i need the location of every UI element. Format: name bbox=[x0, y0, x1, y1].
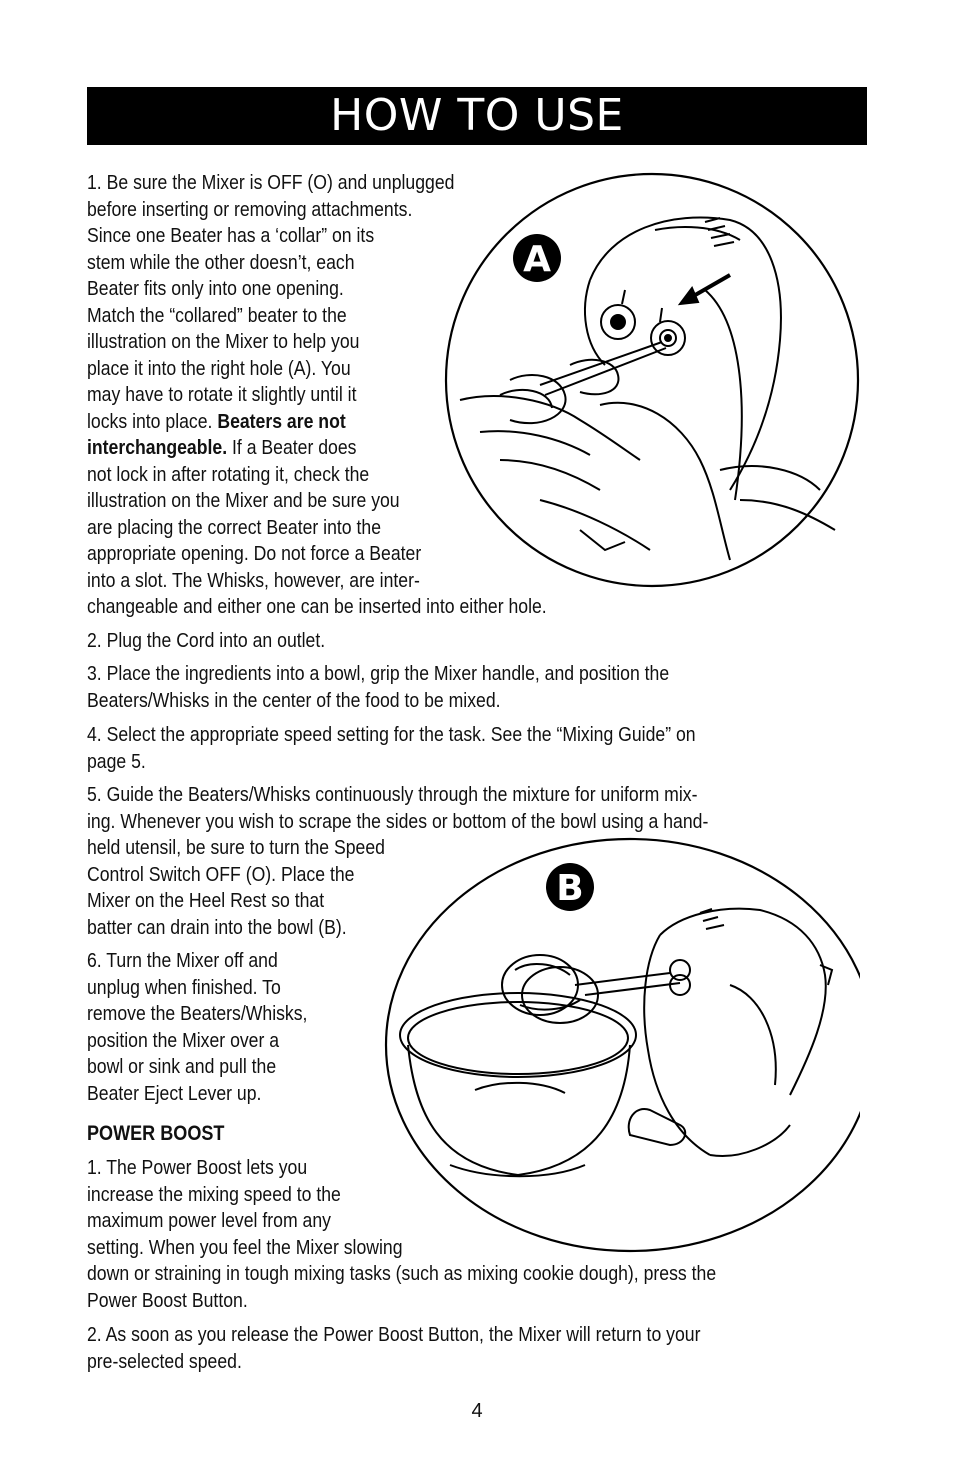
step-5-line: held utensil, be sure to turn the Speed bbox=[87, 836, 385, 859]
power-boost-line: down or straining in tough mixing tasks (such as mixing cookie dough), press the bbox=[87, 1262, 717, 1285]
step-4-line: 4. Select the appropriate speed setting for the task. See the “Mixing Guide” on bbox=[87, 723, 696, 746]
step-1-line: before inserting or removing attachments. bbox=[87, 197, 413, 221]
step-5-line: batter can drain into the bowl (B). bbox=[87, 915, 347, 939]
step-5-line: ing. Whenever you wish to scrape the sides or bottom of the bowl using a hand- bbox=[87, 809, 709, 833]
step-1-line: changeable and either one can be inserted into either hole. bbox=[87, 595, 547, 618]
step-1-line: may have to rotate it slightly until it bbox=[87, 383, 357, 406]
step-1-line: not lock in after rotating it, check the bbox=[87, 462, 370, 486]
step-1-line: Match the “collared” beater to the bbox=[87, 303, 347, 327]
step-6-line: remove the Beaters/Whisks, bbox=[87, 1002, 308, 1025]
page-number: 4 bbox=[471, 1400, 483, 1422]
step-1-line: Beater fits only into one opening. bbox=[87, 277, 344, 300]
figure-b-label: B bbox=[556, 868, 584, 909]
step-3-line: 3. Place the ingredients into a bowl, grip the Mixer handle, and position the bbox=[87, 662, 670, 685]
step-6 bbox=[87, 948, 307, 1107]
step-6-line: 6. Turn the Mixer off and bbox=[87, 949, 278, 972]
step-1-line: Since one Beater has a ‘collar” on its bbox=[87, 224, 375, 247]
power-boost-item-2 bbox=[87, 1322, 700, 1375]
warning-text: interchangeable. bbox=[87, 436, 228, 459]
step-6-line: Beater Eject Lever up. bbox=[87, 1081, 262, 1105]
figure-a-label: A bbox=[523, 239, 551, 280]
page-title: HOW TO USE bbox=[87, 87, 867, 145]
figure-b-illustration bbox=[380, 835, 860, 1255]
power-boost-line: pre-selected speed. bbox=[87, 1349, 242, 1373]
power-boost-line: Power Boost Button. bbox=[87, 1288, 248, 1312]
warning-text: Beaters are not bbox=[217, 409, 346, 433]
step-1-line: illustration on the Mixer to help you bbox=[87, 330, 360, 353]
step-3 bbox=[87, 661, 669, 714]
step-2 bbox=[87, 628, 325, 655]
step-1-line: appropriate opening. Do not force a Beater bbox=[87, 542, 422, 565]
step-5-line: Mixer on the Heel Rest so that bbox=[87, 889, 325, 912]
step-1-line: place it into the right hole (A). You bbox=[87, 356, 351, 380]
step-1-line: 1. Be sure the Mixer is OFF (O) and unplugged bbox=[87, 171, 455, 194]
step-1-line: are placing the correct Beater into the bbox=[87, 515, 382, 539]
step-4 bbox=[87, 722, 696, 775]
step-3-line: Beaters/Whisks in the center of the food to be mixed. bbox=[87, 688, 501, 712]
step-5-line: 5. Guide the Beaters/Whisks continuously through the mixture for uniform mix- bbox=[87, 783, 698, 806]
step-1-line: into a slot. The Whisks, however, are inter- bbox=[87, 568, 420, 592]
step-1-text: If a Beater does bbox=[227, 436, 357, 459]
step-4-line: page 5. bbox=[87, 749, 146, 773]
step-2-line: 2. Plug the Cord into an outlet. bbox=[87, 629, 326, 652]
power-boost-line: 2. As soon as you release the Power Boost Button, the Mixer will return to your bbox=[87, 1323, 701, 1346]
figure-a-illustration bbox=[440, 170, 870, 590]
step-1-text: locks into place. bbox=[87, 409, 218, 433]
power-boost-line: increase the mixing speed to the bbox=[87, 1182, 341, 1206]
power-boost-line: maximum power level from any bbox=[87, 1209, 331, 1232]
step-5-line: Control Switch OFF (O). Place the bbox=[87, 862, 355, 886]
step-6-line: bowl or sink and pull the bbox=[87, 1055, 277, 1078]
step-6-line: unplug when finished. To bbox=[87, 975, 281, 999]
power-boost-line: 1. The Power Boost lets you bbox=[87, 1156, 308, 1179]
step-6-line: position the Mixer over a bbox=[87, 1028, 280, 1052]
power-boost-heading: POWER BOOST bbox=[87, 1122, 225, 1145]
power-boost-line: setting. When you feel the Mixer slowing bbox=[87, 1235, 403, 1259]
step-1-line: stem while the other doesn’t, each bbox=[87, 250, 355, 274]
step-1-line: illustration on the Mixer and be sure you bbox=[87, 489, 400, 512]
